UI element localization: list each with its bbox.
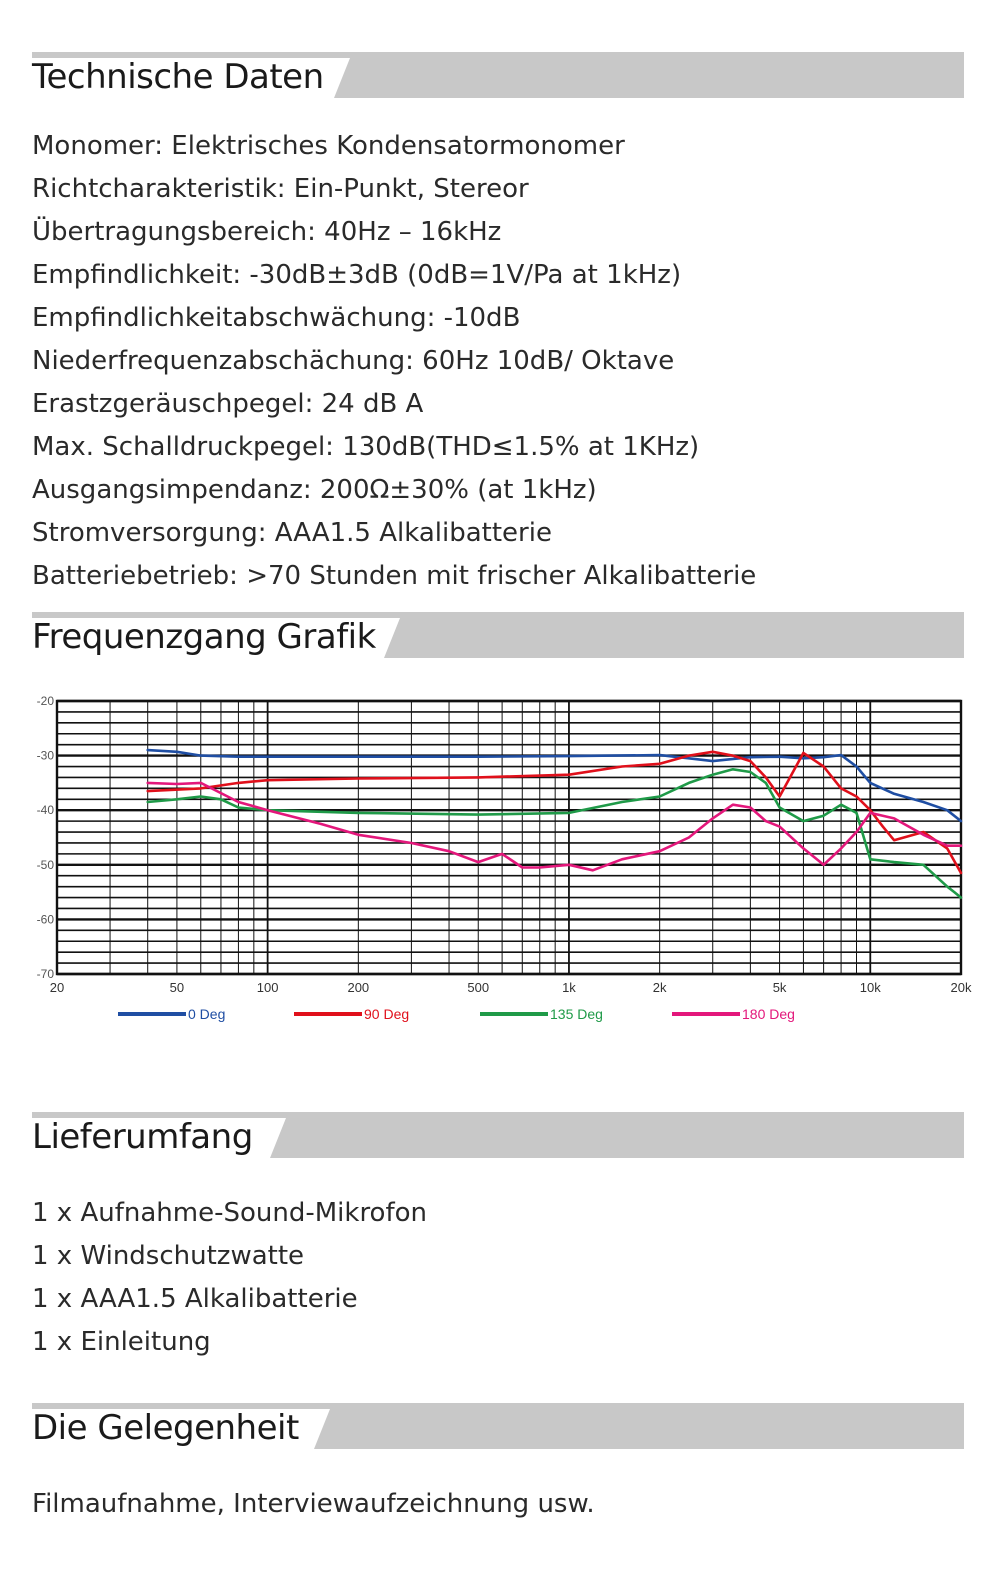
frequency-response-chart [20,690,980,1000]
occasion-list [32,1483,595,1526]
section-header-occasion [32,1403,964,1449]
legend-swatch [294,1012,362,1016]
spec-line: Empfindlichkeit: -30dB±3dB (0dB=1V/Pa at 1kHz) [32,260,682,290]
chart-grid [57,701,961,974]
legend-label: 90 Deg [364,1006,410,1022]
section-title: Die Gelegenheit [32,1408,299,1448]
x-tick-label: 2k [652,980,667,995]
spec-line: Ausgangsimpendanz: 200Ω±30% (at 1kHz) [32,475,597,505]
contents-line: 1 x Windschutzwatte [32,1241,305,1271]
legend-swatch [480,1012,548,1016]
occasion-line: Filmaufnahme, Interviewaufzeichnung usw. [32,1489,595,1519]
legend-label: 135 Deg [550,1006,603,1022]
y-tick-label: -50 [36,857,54,872]
y-tick-label: -60 [36,912,54,927]
section-header-specs [32,52,964,98]
section-title: Lieferumfang [32,1117,253,1157]
section-title: Frequenzgang Grafik [32,617,376,657]
chart-legend [118,1002,878,1026]
spec-line: Batteriebetrieb: >70 Stunden mit frischer Alkalibatterie [32,561,757,591]
contents-line: 1 x Einleitung [32,1327,211,1357]
series-line-180-deg [148,783,961,870]
x-tick-label: 500 [467,980,490,995]
x-tick-label: 10k [859,980,881,995]
y-tick-label: -70 [36,967,54,981]
spec-line: Niederfrequenzabschächung: 60Hz 10dB/ Oktave [32,346,675,376]
contents-line: 1 x Aufnahme-Sound-Mikrofon [32,1198,428,1228]
y-tick-label: -40 [36,803,54,818]
spec-line: Empfindlichkeitabschwächung: -10dB [32,303,521,333]
spec-list [32,125,756,598]
legend-swatch [672,1012,740,1016]
x-tick-label: 5k [772,980,787,995]
x-tick-label: 50 [169,980,185,995]
contents-list [32,1192,427,1364]
legend-item [118,1002,225,1026]
legend-item [294,1002,409,1026]
legend-item [672,1002,795,1026]
plot-frame [57,701,961,974]
legend-swatch [118,1012,186,1016]
spec-line: Monomer: Elektrisches Kondensatormonomer [32,131,625,161]
spec-line: Max. Schalldruckpegel: 130dB(THD≤1.5% at 1KHz) [32,432,700,462]
y-tick-label: -30 [36,748,54,763]
contents-line: 1 x AAA1.5 Alkalibatterie [32,1284,358,1314]
legend-item [480,1002,603,1026]
x-tick-label: 20 [49,980,65,995]
section-header-contents [32,1112,964,1158]
spec-line: Richtcharakteristik: Ein-Punkt, Stereor [32,174,529,204]
x-tick-label: 20k [950,980,972,995]
section-header-frequency [32,612,964,658]
spec-line: Stromversorgung: AAA1.5 Alkalibatterie [32,518,552,548]
legend-label: 180 Deg [742,1006,795,1022]
spec-line: Erastzgeräuschpegel: 24 dB A [32,389,424,419]
x-tick-label: 100 [256,980,279,995]
x-tick-label: 200 [347,980,370,995]
legend-label: 0 Deg [188,1006,226,1022]
section-title: Technische Daten [32,57,324,97]
y-tick-label: -20 [36,694,54,708]
spec-line: Übertragungsbereich: 40Hz – 16kHz [32,217,502,247]
x-tick-label: 1k [562,980,576,995]
